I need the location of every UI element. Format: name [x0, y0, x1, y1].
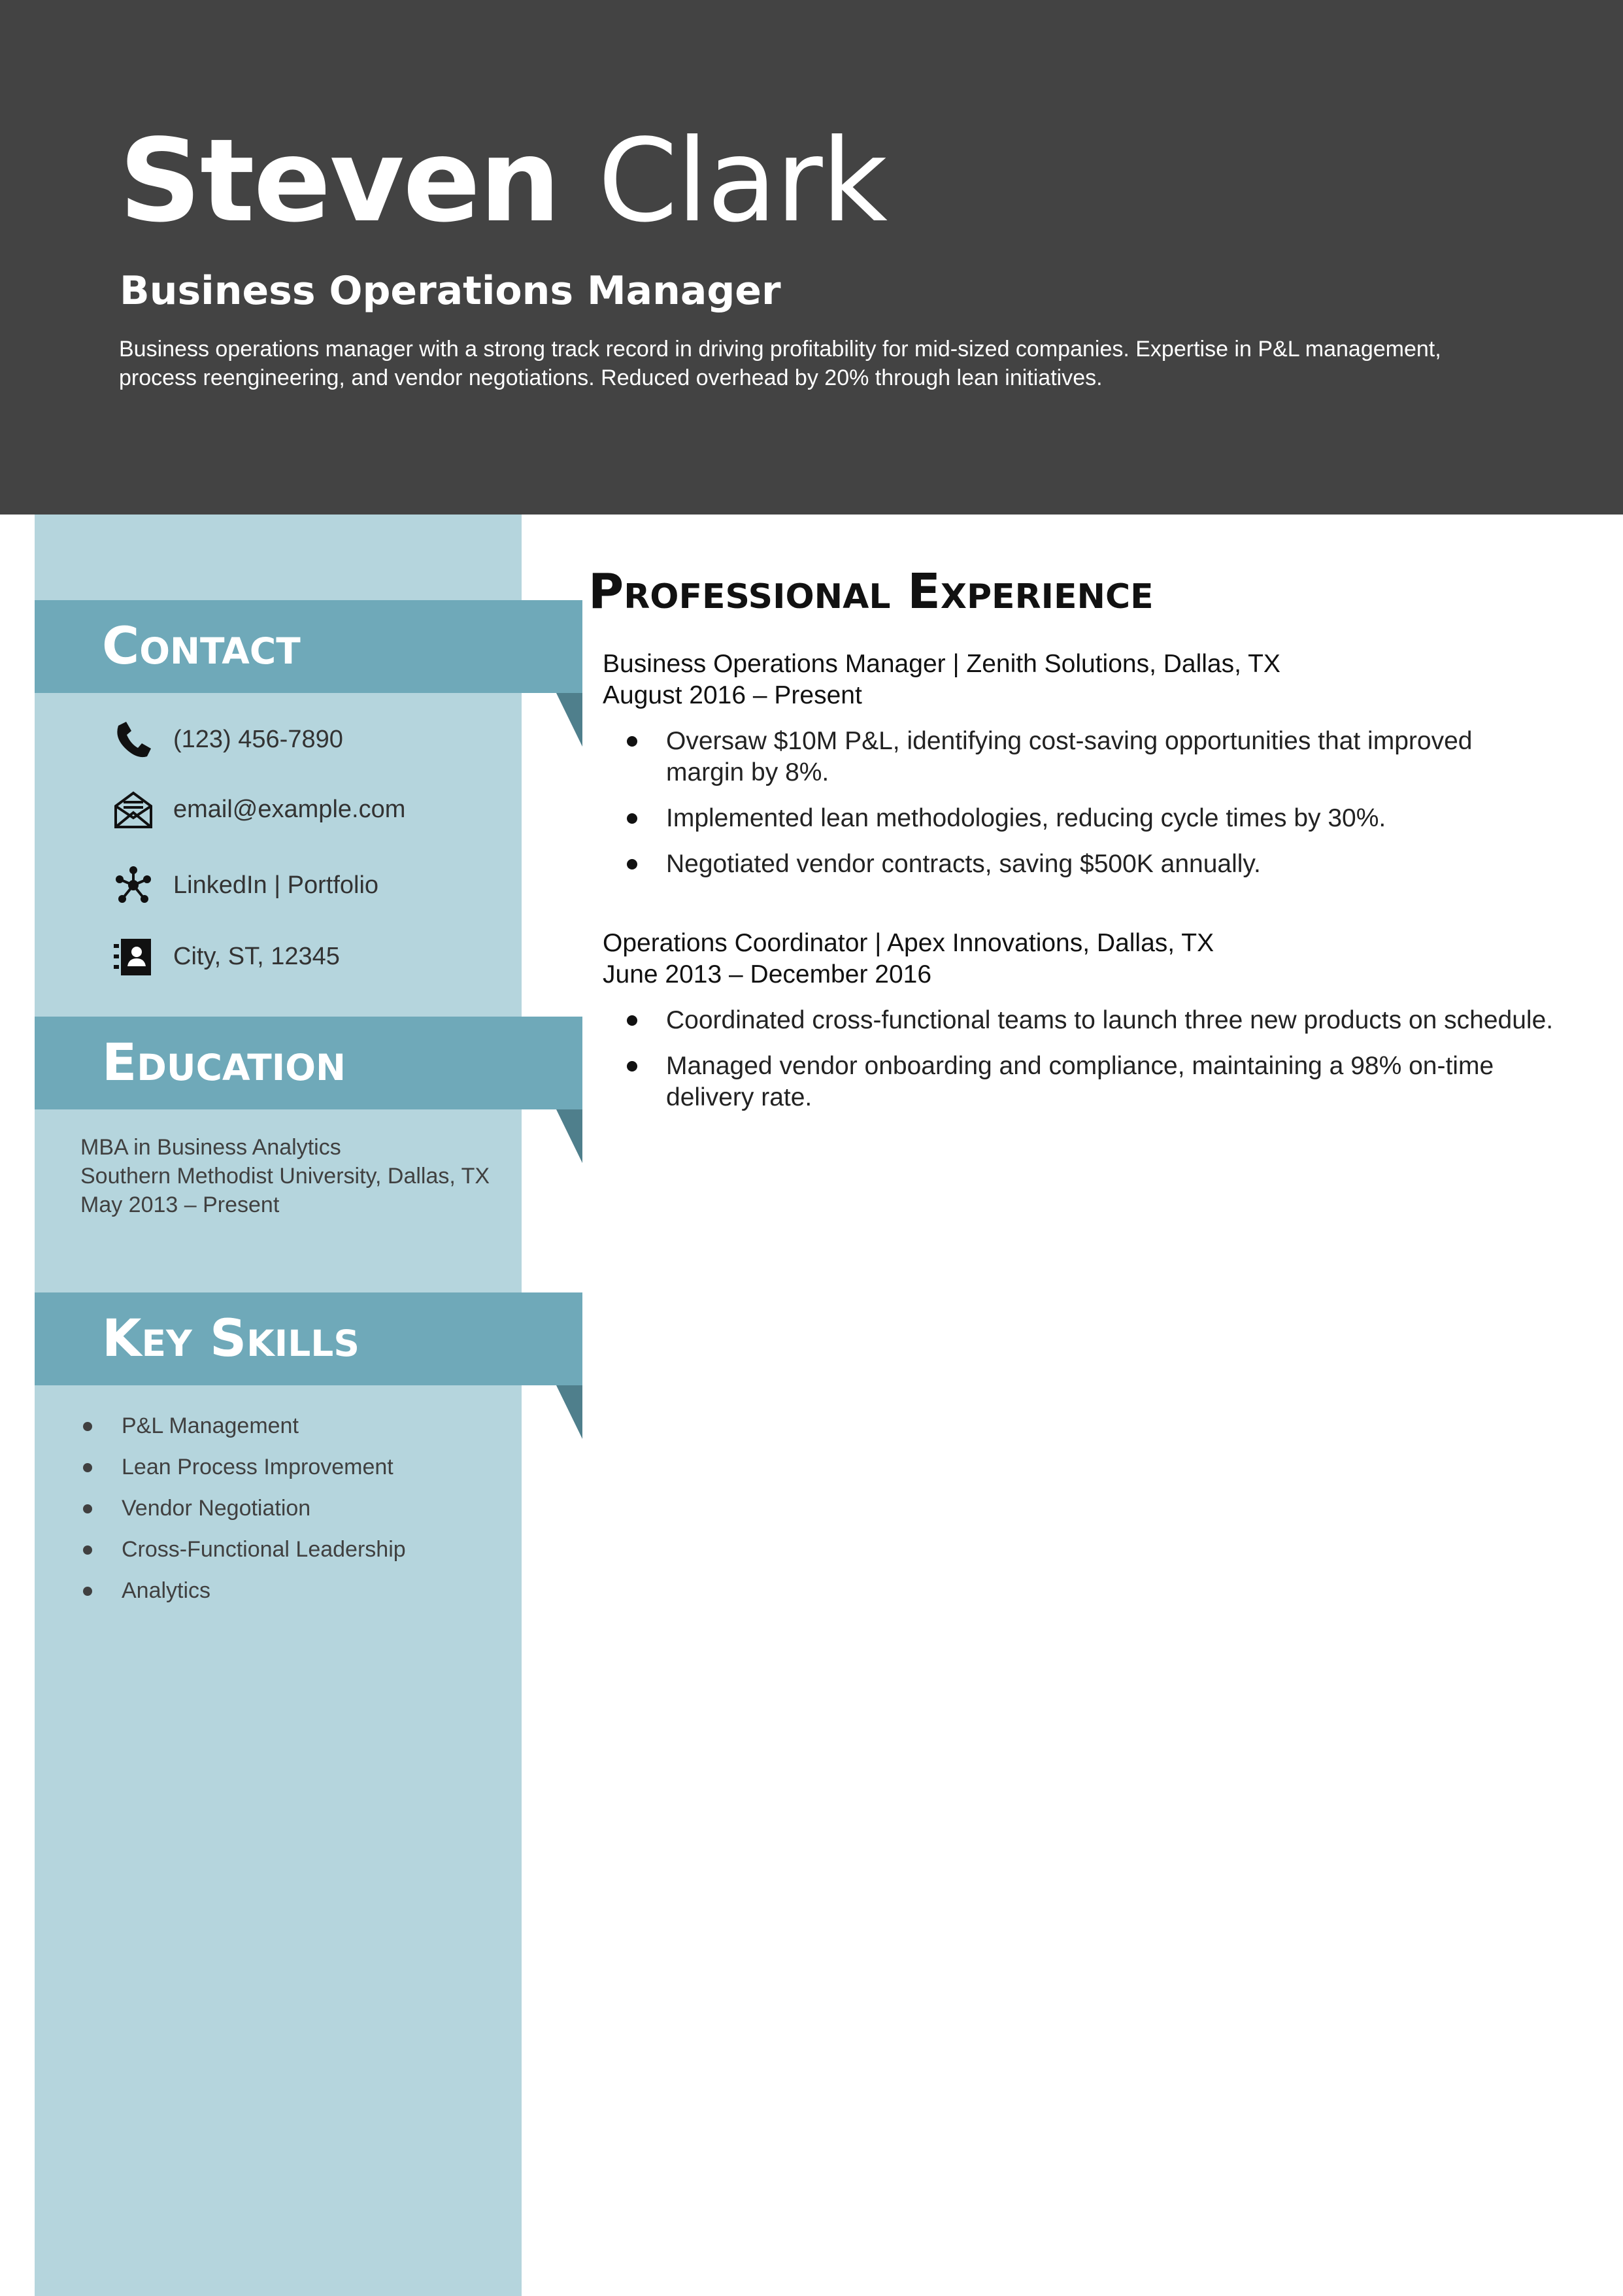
contact-banner-fold: [556, 693, 582, 747]
education-banner-fold: [556, 1109, 582, 1163]
job-bullet: Negotiated vendor contracts, saving $500K annually.: [603, 849, 1557, 880]
skills-banner: [35, 1292, 582, 1385]
skills-heading: Key Skills: [102, 1309, 360, 1368]
sidebar: [35, 515, 522, 2296]
skill-item: Cross-Functional Leadership: [80, 1532, 406, 1574]
contact-banner: [35, 600, 582, 693]
full-name: [119, 116, 886, 247]
contact-links-text: LinkedIn | Portfolio: [173, 871, 379, 899]
job-title: Business Operations Manager: [120, 268, 781, 314]
education-school: Southern Methodist University, Dallas, TX: [80, 1164, 490, 1189]
education-dates: May 2013 – Present: [80, 1192, 280, 1217]
job-bullet: Coordinated cross-functional teams to launch three new products on schedule.: [603, 1005, 1557, 1036]
education-details: [80, 1133, 499, 1219]
skills-list: [80, 1409, 406, 1615]
email-icon: [113, 789, 154, 830]
contact-address-text: City, ST, 12345: [173, 943, 340, 970]
address-card-icon: [113, 936, 154, 977]
job-dates: June 2013 – December 2016: [603, 960, 932, 988]
job-heading: Operations Coordinator | Apex Innovations, Dallas, TX: [603, 929, 1214, 957]
first-name: Steven: [119, 115, 560, 248]
education-degree: MBA in Business Analytics: [80, 1135, 341, 1160]
contact-email-text: email@example.com: [173, 796, 406, 823]
job-entry: [603, 928, 1557, 1128]
job-heading: Business Operations Manager | Zenith Solutions, Dallas, TX: [603, 650, 1280, 678]
job-bullets: [603, 726, 1557, 880]
header-band: [0, 0, 1623, 515]
skill-item: Lean Process Improvement: [80, 1450, 406, 1491]
contact-heading: Contact: [102, 617, 301, 676]
skill-item: Analytics: [80, 1574, 406, 1615]
contact-phone-text: (123) 456-7890: [173, 726, 343, 753]
summary: Business operations manager with a strong track record in driving profitability for mid-sized companies. Expertise in P&L management, process reengineering, and vendor negotiations. Reduced overhead by 20% through lean initiatives.: [119, 337, 1441, 390]
network-icon: [113, 865, 154, 905]
skill-item: P&L Management: [80, 1409, 406, 1450]
job-dates: August 2016 – Present: [603, 681, 862, 709]
skills-banner-fold: [556, 1385, 582, 1439]
job-entry: [603, 649, 1557, 894]
education-banner: [35, 1017, 582, 1109]
last-name: Clark: [597, 115, 887, 248]
job-bullet: Implemented lean methodologies, reducing cycle times by 30%.: [603, 803, 1557, 834]
phone-icon: [113, 719, 154, 760]
experience-heading: Professional Experience: [588, 564, 1154, 620]
skill-item: Vendor Negotiation: [80, 1491, 406, 1532]
job-bullets: [603, 1005, 1557, 1113]
job-bullet: Managed vendor onboarding and compliance, maintaining a 98% on-time delivery rate.: [603, 1051, 1557, 1113]
job-bullet: Oversaw $10M P&L, identifying cost-saving opportunities that improved margin by 8%.: [603, 726, 1557, 788]
education-heading: Education: [102, 1034, 346, 1092]
